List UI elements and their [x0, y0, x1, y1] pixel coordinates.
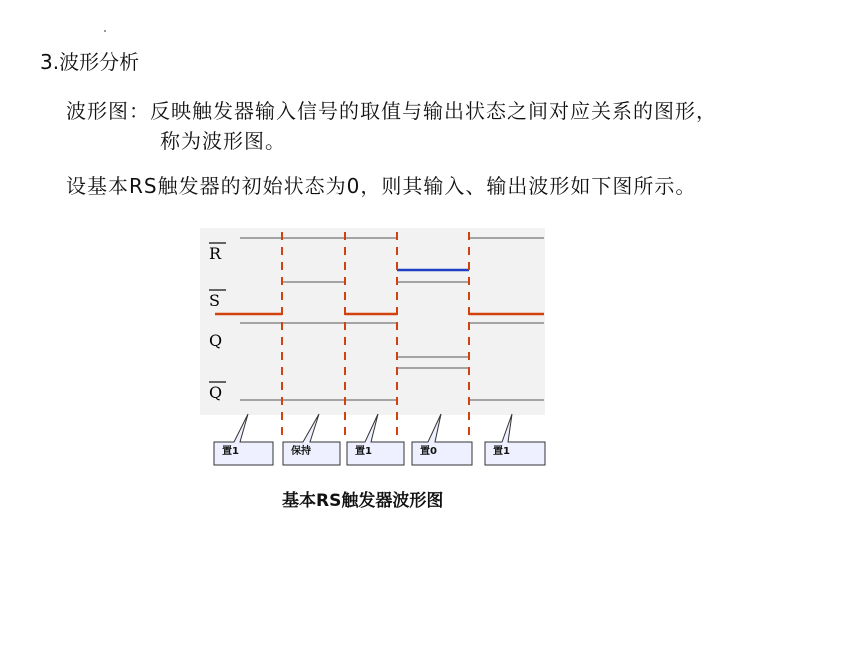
svg-text:R: R	[209, 244, 222, 263]
phase-callout-2	[283, 414, 340, 465]
signal-label-q	[209, 331, 222, 350]
phase-callout-5	[485, 414, 545, 465]
svg-text:置1: 置1	[355, 446, 372, 457]
definition-line-2: 称为波形图。	[160, 129, 286, 153]
diagram-caption: 基本RS触发器波形图	[282, 491, 444, 511]
svg-text:置1: 置1	[493, 446, 510, 457]
svg-text:Q: Q	[209, 331, 223, 350]
phase-callout-4	[412, 414, 472, 465]
svg-text:置1: 置1	[222, 446, 239, 457]
svg-text:保持: 保持	[291, 446, 311, 457]
phase-callout-1	[214, 414, 273, 465]
svg-text:Q: Q	[209, 383, 223, 402]
description-text: 设基本RS触发器的初始状态为0，则其输入、输出波形如下图所示。	[66, 174, 697, 198]
svg-text:置0: 置0	[420, 446, 437, 457]
phase-callout-3	[347, 414, 404, 465]
svg-text:S: S	[209, 291, 220, 310]
waveform-panel	[200, 228, 545, 415]
section-title: 3.波形分析	[40, 50, 140, 74]
definition-line-1: 波形图：反映触发器输入信号的取值与输出状态之间对应关系的图形，	[66, 99, 717, 123]
